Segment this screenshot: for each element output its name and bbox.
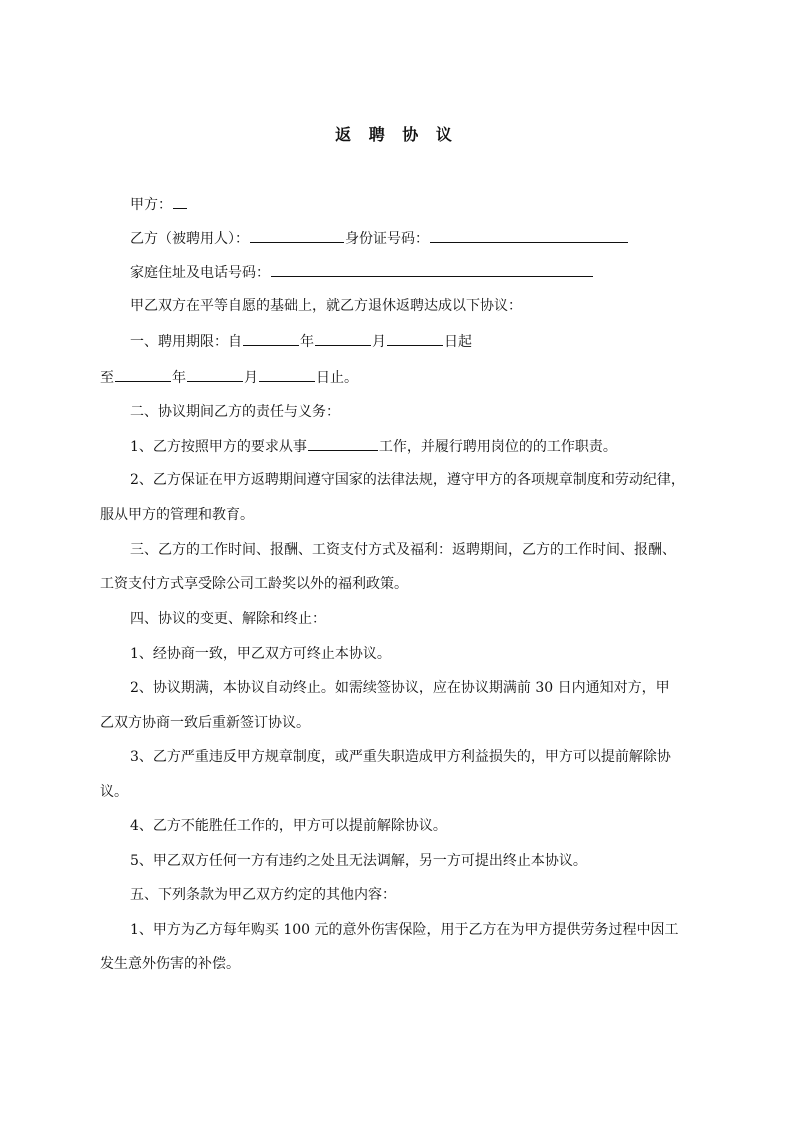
start-day-label: 日起 bbox=[444, 334, 472, 350]
address-phone-blank[interactable] bbox=[271, 262, 593, 277]
section-4-item-5: 5、甲乙双方任何一方有违约之处且无法调解，另一方可提出终止本协议。 bbox=[130, 853, 587, 869]
end-year-label: 年 bbox=[172, 370, 186, 386]
section-5-item-1-line-1: 1、甲方为乙方每年购买 100 元的意外伤害保险，用于乙方在为甲方提供劳务过程中因工 bbox=[130, 922, 679, 938]
end-month-blank[interactable] bbox=[187, 367, 243, 382]
job-duty-blank[interactable] bbox=[308, 436, 378, 451]
section-2-item-2-line-2: 服从甲方的管理和教育。 bbox=[100, 507, 254, 523]
party-a-label: 甲方： bbox=[130, 197, 172, 213]
intro-paragraph: 甲乙双方在平等自愿的基础上，就乙方退休返聘达成以下协议： bbox=[130, 298, 522, 314]
end-month-label: 月 bbox=[244, 370, 258, 386]
section-4-item-3-line-2: 议。 bbox=[100, 784, 128, 800]
address-phone-label: 家庭住址及电话号码： bbox=[130, 265, 270, 281]
section-5-heading: 五、下列条款为甲乙双方约定的其他内容： bbox=[130, 887, 396, 903]
start-month-blank[interactable] bbox=[315, 331, 371, 346]
section-2-heading: 二、协议期间乙方的责任与义务： bbox=[130, 404, 340, 420]
term-end-line bbox=[100, 367, 358, 388]
section-2-item-2-line-1: 2、乙方保证在甲方返聘期间遵守国家的法律法规，遵守甲方的各项规章制度和劳动纪律， bbox=[130, 472, 685, 488]
term-prefix: 一、聘用期限：自 bbox=[130, 334, 242, 350]
id-number-label: 身份证号码： bbox=[345, 231, 429, 247]
section-4-heading: 四、协议的变更、解除和终止： bbox=[130, 611, 326, 627]
section-4-item-3-line-1: 3、乙方严重违反甲方规章制度，或严重失职造成甲方利益损失的，甲方可以提前解除协 bbox=[130, 749, 671, 765]
start-month-label: 月 bbox=[372, 334, 386, 350]
document-title: 返 聘 协 议 bbox=[335, 125, 458, 144]
party-a-blank[interactable] bbox=[173, 194, 187, 209]
start-year-label: 年 bbox=[300, 334, 314, 350]
party-a-line bbox=[130, 194, 188, 215]
term-start-line bbox=[130, 331, 472, 352]
section-4-item-4: 4、乙方不能胜任工作的，甲方可以提前解除协议。 bbox=[130, 818, 447, 834]
party-b-line bbox=[130, 228, 629, 249]
address-line bbox=[130, 262, 594, 283]
end-day-blank[interactable] bbox=[259, 367, 315, 382]
section-4-item-2-line-1: 2、协议期满，本协议自动终止。如需续签协议，应在协议期满前 30 日内通知对方，甲 bbox=[130, 680, 670, 696]
s2-item1-suffix: 工作，并履行聘用岗位的的工作职责。 bbox=[378, 439, 617, 455]
section-4-item-2-line-2: 乙双方协商一致后重新签订协议。 bbox=[100, 715, 310, 731]
section-5-item-1-line-2: 发生意外伤害的补偿。 bbox=[100, 956, 240, 972]
start-day-blank[interactable] bbox=[387, 331, 443, 346]
party-b-label: 乙方（被聘用人）： bbox=[130, 231, 249, 247]
start-year-blank[interactable] bbox=[243, 331, 299, 346]
end-day-label: 日止。 bbox=[316, 370, 358, 386]
term-to: 至 bbox=[100, 370, 114, 386]
party-b-name-blank[interactable] bbox=[250, 228, 344, 243]
s2-item1-prefix: 1、乙方按照甲方的要求从事 bbox=[130, 439, 307, 455]
end-year-blank[interactable] bbox=[115, 367, 171, 382]
section-3-line-2: 工资支付方式享受除公司工龄奖以外的福利政策。 bbox=[100, 576, 408, 592]
section-4-item-1: 1、经协商一致，甲乙双方可终止本协议。 bbox=[130, 646, 391, 662]
id-number-blank[interactable] bbox=[430, 228, 628, 243]
section-2-item-1 bbox=[130, 436, 617, 457]
section-3-line-1: 三、乙方的工作时间、报酬、工资支付方式及福利：返聘期间，乙方的工作时间、报酬、 bbox=[130, 542, 676, 558]
